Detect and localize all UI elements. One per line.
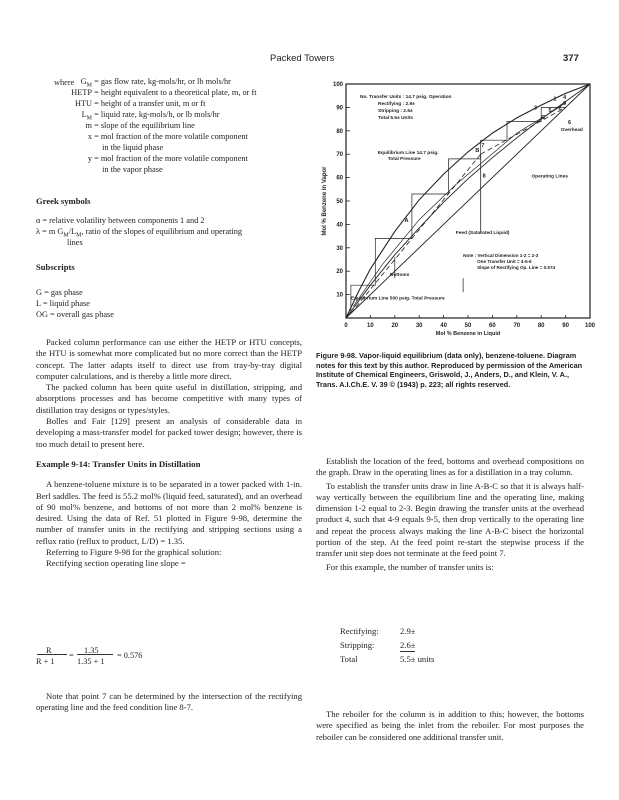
- x-tick-label: 90: [562, 323, 569, 329]
- where-label: where: [54, 78, 75, 87]
- nomenclature-symbol: HETP: [71, 88, 92, 97]
- nomenclature-symbol: L: [81, 110, 87, 119]
- frac1-num: R: [46, 646, 52, 655]
- left-column-text: [36, 337, 302, 570]
- paragraph-reboiler-wrap: [316, 709, 584, 743]
- frac2-num: 1.35: [84, 646, 99, 655]
- point-label-3: 3: [533, 105, 537, 112]
- greek-lines: lines: [67, 238, 83, 247]
- paragraph-referring: Referring to Figure 9-98 for the graphical solution:: [46, 547, 222, 558]
- frac-result: = 0.576: [117, 651, 143, 660]
- x-tick-label: 70: [513, 323, 521, 329]
- right-column-text: [316, 456, 584, 573]
- vle-chart: [316, 76, 598, 344]
- point-label-4: 4: [563, 95, 567, 102]
- paragraph-point7-wrap: [36, 691, 302, 714]
- x-tick-label: 0: [344, 323, 348, 329]
- transfer-units-label: Total: [340, 654, 358, 664]
- paragraph-example: A benzene-toluene mixture is to be separated in a tower packed with 1-in. Berl saddles. The feed is 55.2 mol% (liquid feed, saturated), and an overhead of 90 mol% benzene, and bottoms of not more than 2 mol% benzene is desired. Using the data of Ref. 51 plotted in Figure 9-98, determine the number of transfer units in the rectifying and stripping sections using a reflux ratio (reflux to product, L/D) = 1.35.: [36, 479, 302, 546]
- page-number: 377: [563, 53, 579, 64]
- transfer-units-label: Rectifying:: [340, 626, 379, 636]
- y-tick-label: 40: [336, 222, 343, 229]
- equilibrium-label: Equilibrium Line 14.7 psig.: [377, 151, 439, 157]
- subscripts-heading: Subscripts: [36, 262, 75, 272]
- eq500-label: Equilibrium Line 500 psig. Total Pressure: [350, 296, 445, 302]
- nomenclature-definition: = liquid rate, kg-mols/h, or lb mols/hr: [94, 110, 220, 119]
- point-label-6: 6: [568, 119, 572, 126]
- nomenclature-row: [48, 165, 163, 179]
- nomenclature-symbol: HTU: [74, 99, 92, 108]
- y-tick-label: 60: [336, 175, 343, 182]
- subscript-g: G = gas phase: [36, 288, 83, 297]
- x-axis-label: Mol % Benzene in Liquid: [435, 331, 501, 337]
- frac1-bar: [37, 654, 67, 655]
- point-label-7: 7: [481, 143, 485, 150]
- frac-equals: =: [69, 651, 74, 660]
- paragraph-point7: Note that point 7 can be determined by the intersection of the rectifying operating line and the feed condition line 8-7.: [36, 691, 302, 713]
- x-tick-label: 10: [367, 323, 374, 329]
- y-axis-label: Mol % Benzene in Vapor: [322, 166, 328, 236]
- transfer-units-value: 2.6±: [400, 640, 415, 652]
- nomenclature-subscript: M: [86, 115, 92, 122]
- lambda-sub2: M: [76, 232, 82, 239]
- nomenclature-symbol: G: [80, 77, 87, 86]
- lambda-sub1: M: [63, 232, 69, 239]
- example-heading: Example 9-14: Transfer Units in Distillation: [36, 458, 201, 469]
- slope-equation: [36, 645, 156, 675]
- nomenclature-definition: = mol fraction of the more volatile component: [94, 132, 248, 141]
- x-tick-label: 40: [440, 323, 447, 329]
- nomenclature-definition: = gas flow rate, kg-mols/hr, or lb mols/hr: [94, 77, 231, 86]
- y-tick-label: 70: [336, 152, 343, 159]
- figure-caption: Figure 9-98. Vapor-liquid equilibrium (data only), benzene-toluene. Diagram notes for this text by this author. Reproduced by permission of the American Institute of Chemical Engineers, Griswold, J., Anders, D., and Klein, V. A., Trans. A.I.Ch.E. V. 39 © (1943) p. 223; all rights reserved.: [316, 351, 583, 389]
- point-label-c: C: [541, 115, 546, 122]
- paragraph-transfer-units: To establish the transfer units draw in line A-B-C so that it is always half-way vertically between the equilibrium line and the operating line, making dimension 1-2 equal to 2-3. Begin drawing the transfer units at the overhead product 4, such that 4-9 equals 9-5, then drop vertically to the operating line and repeat the process always making the line A-B-C bisect the horizontal portion of the step. At the feed point re-start the stepwise process if the transfer unit step does not terminate at the feed point 7.: [316, 480, 584, 559]
- subscript-l: L = liquid phase: [36, 299, 90, 308]
- running-header: Packed Towers: [270, 53, 335, 64]
- paragraph-bolles: Bolles and Fair [129] present an analysis of considerable data in developing a mass-transfer model for packed tower design; however, there is too much detail to present here.: [36, 416, 302, 449]
- transfer-units-label: Stripping:: [340, 640, 375, 650]
- feed-label: Feed (Saturated Liquid): [455, 230, 510, 236]
- note-line: Slope of Rectifying Op. Line = 0.574: [477, 265, 556, 271]
- paragraph-for-example: For this example, the number of transfer units is:: [326, 561, 494, 572]
- point-label-1: 1: [553, 96, 557, 103]
- y-tick-label: 20: [336, 269, 343, 276]
- x-tick-label: 50: [464, 323, 472, 329]
- nomenclature-definition: in the vapor phase: [102, 165, 163, 174]
- lambda-end: , ratio of the slopes of equilibrium and operating: [81, 227, 243, 236]
- notes-box-line: Stripping : 2.6±: [378, 109, 413, 114]
- point-label-9: 9: [563, 101, 567, 108]
- paragraph-distillation: The packed column has been quite useful in distillation, stripping, and absorptions processes and has become competitive with many types of distillation tray designs or types/styles.: [36, 382, 302, 415]
- y-tick-label: 10: [336, 292, 343, 299]
- y-tick-label: 100: [332, 82, 343, 88]
- paragraph-establish: Establish the location of the feed, bottoms and overhead compositions on the graph. Draw in the operating lines as for a distillation in a tray column.: [316, 456, 584, 478]
- overhead-label: Overhead: [560, 127, 583, 133]
- nomenclature-definition: = mol fraction of the more volatile component: [94, 154, 248, 163]
- point-label-2: 2: [558, 105, 562, 112]
- frac2-den: 1.35 + 1: [77, 657, 105, 666]
- equilibrium-label: Total Pressure: [387, 157, 421, 163]
- lambda-mid: /L: [68, 227, 77, 236]
- x-tick-label: 100: [584, 323, 596, 329]
- x-tick-label: 60: [489, 323, 496, 329]
- frac2-bar: [77, 654, 113, 655]
- y-tick-label: 50: [336, 199, 343, 205]
- paragraph-reboiler: The reboiler for the column is in addition to this; however, the bottoms were specified as being the inlet from the reboiler. For most purposes the reboiler can be considered one additional transfer unit.: [316, 709, 584, 742]
- nomenclature-definition: = slope of the equilibrium line: [94, 121, 195, 130]
- point-label-b: B: [475, 147, 480, 154]
- note-line: One Transfer Unit = 4-5-6: [477, 259, 532, 265]
- y-tick-label: 80: [336, 128, 343, 135]
- nomenclature-subscript: M: [86, 82, 92, 89]
- nomenclature-symbol: y: [87, 154, 92, 163]
- greek-heading: Greek symbols: [36, 196, 91, 206]
- y-tick-label: 90: [336, 105, 343, 112]
- notes-box-line: Total 5.5± Units: [378, 116, 414, 121]
- note-line: Note : Vertical Dimension 1-2 = 2-3: [463, 253, 539, 259]
- paragraph-htu: Packed column performance can use either the HETP or HTU concepts, the HTU is somewhat more complicated but no more correct than the HETP concept. The latter adapts itself to direct use from tray-by-tray digital computer calculations, and is thereby a little more direct.: [36, 337, 302, 381]
- notes-box-line: No. Transfer Units : 14.7 psig. Operation: [360, 95, 452, 100]
- x-tick-label: 80: [537, 323, 545, 329]
- frac1-den: R + 1: [36, 657, 55, 666]
- notes-box-line: Rectifying : 2.9±: [378, 102, 415, 107]
- lambda-text: λ = m G: [36, 227, 64, 236]
- x-tick-label: 20: [391, 323, 399, 329]
- nomenclature-definition: = height equivalent to a theoretical plate, m, or ft: [94, 88, 257, 97]
- point-label-8: 8: [482, 173, 486, 180]
- paragraph-slope: Rectifying section operating line slope =: [46, 558, 186, 569]
- subscript-og: OG = overall gas phase: [36, 310, 114, 319]
- x-tick-label: 30: [415, 323, 423, 329]
- nomenclature-symbol: m: [85, 121, 92, 130]
- operating-lines-label: Operating Lines: [531, 174, 568, 180]
- y-tick-label: 30: [336, 245, 343, 252]
- bottoms-label: Bottoms: [389, 272, 410, 278]
- nomenclature-definition: in the liquid phase: [102, 143, 164, 152]
- transfer-units-value: 2.9±: [400, 626, 416, 636]
- transfer-units-value: 5.5± units: [400, 654, 435, 664]
- point-label-a: A: [404, 218, 409, 225]
- nomenclature-definition: = height of a transfer unit, m or ft: [94, 99, 206, 108]
- mid-line-abc: [350, 103, 565, 307]
- greek-alpha: α = relative volatility between components 1 and 2: [36, 216, 205, 225]
- point-label-5: 5: [548, 108, 552, 115]
- nomenclature-symbol: x: [87, 132, 92, 141]
